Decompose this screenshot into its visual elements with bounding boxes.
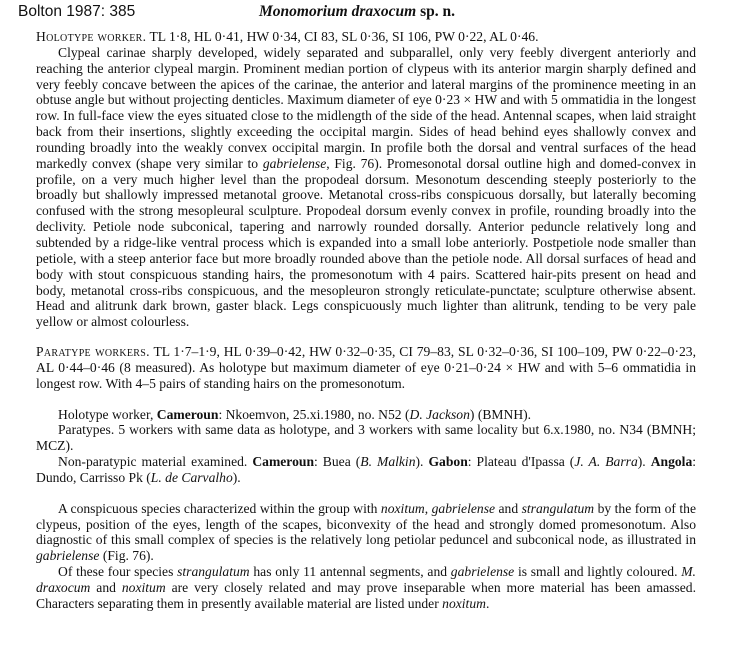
mat-text: Non-paratypic material examined.	[58, 454, 253, 470]
page-header	[18, 3, 718, 25]
holotype-measurements	[36, 29, 696, 45]
mat-country: Cameroun	[252, 454, 315, 470]
paratype-text: TL 1·7–1·9, HL 0·39–0·42, HW 0·32–0·35, CI 79–83, SL 0·32–0·36, SI 100–109, PW 0·22–0·23, AL 0·44–0·46 (8 measured). As holotype but maximum diameter of eye 0·21–0·24 × HW and with 5–6 ommatidia in longest row. With 4–5 pairs of standing hairs on the promesonotum.	[36, 344, 696, 391]
disc-text: ,	[424, 500, 432, 516]
disc-text: are very closely related and may prove inseparable when more material has been amassed. Characters separating them in presently available material are listed under	[36, 580, 696, 611]
disc-text: has only 11 antennal segments, and	[249, 564, 451, 580]
species-title	[259, 3, 455, 21]
mat-collector: L. de Carvalho	[150, 469, 233, 485]
citation: Bolton 1987: 385	[18, 3, 136, 20]
mat-country: Angola	[650, 454, 693, 470]
mat-text: ).	[637, 454, 651, 470]
disc-species: strangulatum	[177, 564, 250, 580]
mat-text: ) (BMNH).	[469, 406, 532, 422]
holotype-material-line	[36, 407, 696, 423]
mat-collector: B. Malkin	[360, 454, 416, 470]
mat-text: : Dundo, Carrisso Pk (	[36, 454, 697, 485]
disc-text: Of these four species	[58, 564, 178, 580]
disc-species: noxitum	[380, 500, 425, 516]
disc-species: strangulatum	[521, 500, 595, 516]
holotype-desc-part-2: , Fig. 76). Promesonotal dorsal outline high and domed-convex in profile, on a very much higher level than the propodeal dorsum. Mesonotum descending steeply posteriorly to the broadly but shallowly impressed metanotal groove. Metanotal cross-ribs conspicuous dorsally, but laterally becoming confused with the strong mesopleural sculpture. Propodeal dorsum evenly convex in profile, rounding broadly into the declivity. Petiole node subconical, tapering and narrowly rounded dorsally. Anterior peduncle relatively long and subtended by a ridge-like ventral process which is expanded into a small lobe anteriorly. Postpetiole node smaller than petiole, with a steep anterior face but more broadly rounded above than the petiole node. All dorsal surfaces of head and body with stout conspicuous standing hairs, the promesonotum with 4 pairs. Scattered hair-pits present on head and body, metanotal cross-ribs conspicuous, and the mesopleuron strongly reticulate-punctate; sculpture otherwise absent. Head and alitrunk dark brown, gaster black. Legs conspicuously much lighter than alitrunk, tending to be very pale yellow or almost colourless.	[36, 155, 696, 330]
disc-text: .	[485, 595, 490, 611]
mat-text: ).	[232, 469, 241, 485]
holotype-label: Holotype worker.	[36, 29, 147, 44]
species-name: Monomorium draxocum	[259, 3, 417, 20]
paratypes-material-line: Paratypes. 5 workers with same data as holotype, and 3 workers with same locality but 6.x.1980, no. N34 (BMNH; MCZ).	[36, 422, 696, 454]
mat-text: Holotype worker,	[58, 406, 157, 422]
disc-species: noxitum	[442, 595, 486, 611]
disc-text: is small and lightly coloured.	[514, 564, 682, 580]
paratype-paragraph	[36, 344, 696, 392]
mat-collector: D. Jackson	[409, 406, 470, 422]
disc-text: (Fig. 76).	[99, 548, 154, 564]
disc-species: gabrielense	[36, 548, 100, 564]
disc-species: noxitum	[121, 580, 166, 595]
disc-species: gabrielense	[450, 564, 515, 580]
document-body	[36, 29, 696, 612]
holotype-desc-species-ref: gabrielense	[262, 155, 327, 171]
discussion-paragraph-1	[36, 501, 696, 564]
holotype-desc-part-1: Clypeal carinae sharply developed, widely separated and subparallel, only very feebly divergent anteriorly and reaching the anterior clypeal margin. Prominent median portion of clypeus with its anterior margin sharply defined and very feebly concave between the apices of the carinae, the anterior and lateral margins of the prominence meeting in an obtuse angle but without projecting denticles. Maximum diameter of eye 0·23 × HW and with 5 ommatidia in the longest row. In full-face view the eyes situated close to the midlength of the side of the head. Antennal scapes, when laid straight back from their insertions, slightly exceeding the occipital margin. Sides of head behind eyes shallowly convex and rounding broadly into the weakly convex occipital margin. In profile both the dorsal and ventral surfaces of the head markedly convex (shape very similar to	[36, 44, 696, 171]
disc-species: M. draxocum	[36, 564, 696, 595]
disc-text: and	[90, 580, 122, 595]
disc-text: by the form of the clypeus, position of the eyes, length of the scapes, biconvexity of the head and strongly domed promesonotum. Also diagnostic of this small complex of species is the relatively long petiolar peduncel and subconical node, as illustrated in	[36, 500, 696, 548]
mat-collector: J. A. Barra	[574, 454, 638, 470]
disc-species: gabrielense	[431, 500, 496, 516]
mat-country: Cameroun	[156, 406, 219, 422]
discussion-paragraph-2	[36, 564, 696, 612]
mat-text: : Nkoemvon, 25.xi.1980, no. N52 (	[218, 406, 410, 422]
paratype-label: Paratype workers.	[36, 344, 150, 360]
holotype-measurements-text: TL 1·8, HL 0·41, HW 0·34, CI 83, SL 0·36, SI 106, PW 0·22, AL 0·46.	[146, 29, 539, 44]
disc-text: A conspicuous species characterized within the group with	[58, 500, 381, 516]
mat-text: : Buea (	[314, 454, 361, 470]
species-suffix: sp. n.	[416, 3, 455, 20]
holotype-description	[36, 45, 696, 330]
disc-text: and	[495, 500, 522, 516]
nonparatypic-material-line	[36, 454, 696, 486]
mat-text: ).	[415, 454, 429, 470]
mat-country: Gabon	[428, 454, 468, 470]
mat-text: : Plateau d'Ipassa (	[467, 454, 575, 470]
